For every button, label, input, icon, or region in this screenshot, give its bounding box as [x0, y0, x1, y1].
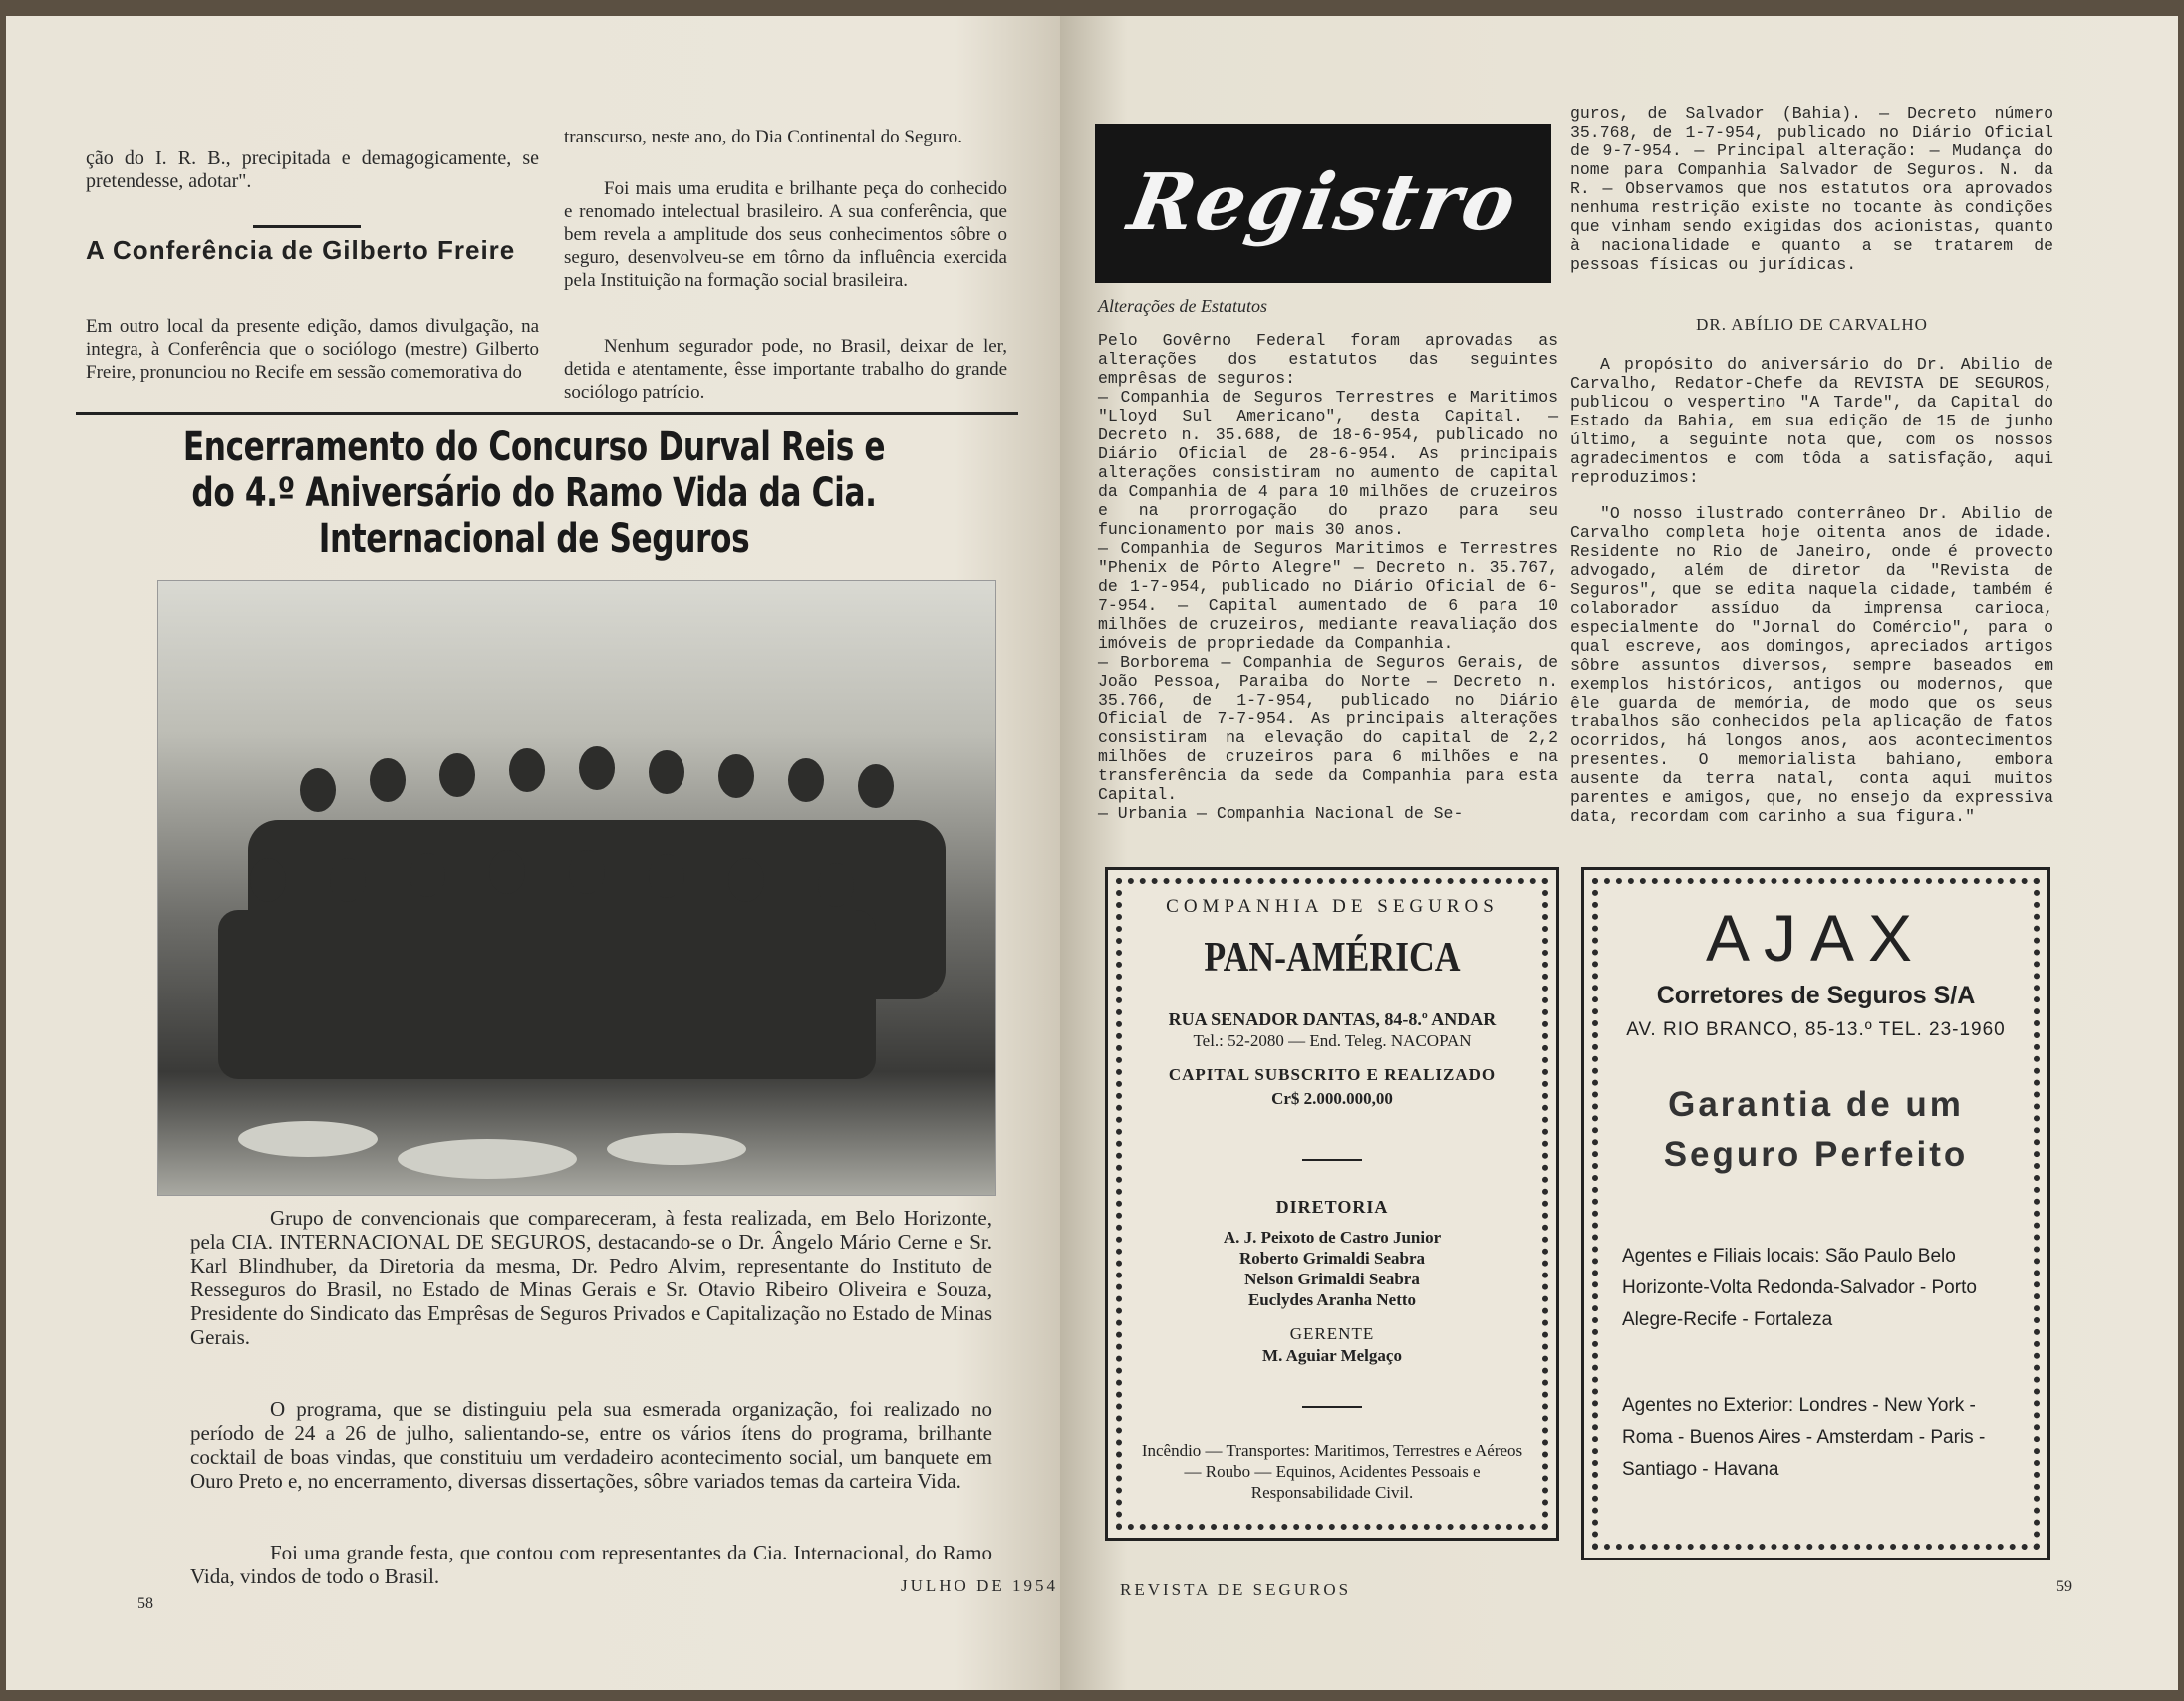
caption-paragraph3: Foi uma grande festa, que contou com representantes da Cia. Internacional, do Ramo Vida, vindos de todo o Brasil. [190, 1541, 992, 1588]
ad-panamerica-divider2 [1302, 1406, 1362, 1408]
headline [36, 425, 1032, 562]
ad-ajax-subtitle: Corretores de Seguros S/A [1656, 982, 1976, 1009]
ad-ajax-address: AV. RIO BRANCO, 85-13.º TEL. 23-1960 [1626, 1019, 2006, 1040]
ad-panamerica [1105, 867, 1559, 1541]
ad-panamerica-name: PAN-AMÉRICA [1204, 935, 1461, 981]
caption-paragraph1: Grupo de convencionais que compareceram, à festa realizada, em Belo Horizonte, pela CIA. INTERNACIONAL DE SEGUROS, destacando-se o Dr. Ângelo Mário Cerne e Sr. Karl Blindhuber, da Diretoria da mesma, Dr. Pedro Alvim, representante do Instituto de Resseguros do Brasil, no Estado de Minas Gerais e Sr. Otavio Ribeiro Oliveira e Souza, Presidente do Sindicato das Emprêsas de Seguros Privados e Capitalização no Estado de Minas Gerais. [190, 1206, 992, 1349]
column2-paragraph3: Nenhum segurador pode, no Brasil, deixar de ler, detida e atentamente, êsse importante trabalho do grande sociólogo patrício. [564, 336, 1007, 403]
ad-panamerica-capital-label: CAPITAL SUBSCRITO E REALIZADO [1168, 1065, 1497, 1084]
intro-fragment: ção do I. R. B., precipitada e demagogicamente, se pretendesse, adotar". [86, 147, 539, 192]
column2-top-text: guros, de Salvador (Bahia). — Decreto número 35.768, de 1-7-954, publicado no Diário Oficial de 9-7-954. — Principal alteração: — Mudança do nome para Companhia Salvador de Seguros. N. da R. — Observamos que nos estatutos ora aprovados nenhuma restrição existe no tocante às condições que vinham sendo exigidas dos acionistas, quanto à nacionalidade e quanto a se tratarem de pessoas físicas ou jurídicas. [1570, 104, 2053, 274]
footer-magazine: REVISTA DE SEGUROS [1120, 1580, 1352, 1599]
alteracoes-heading: Alterações de Estatutos [1098, 296, 1267, 316]
ad-panamerica-capital-value: Cr$ 2.000.000,00 [1271, 1089, 1393, 1108]
headline-line2: do 4.º Aniversário do Ramo Vida da Cia. [191, 470, 877, 516]
page-number-right: 59 [2056, 1578, 2072, 1595]
abilio-heading: DR. ABÍLIO DE CARVALHO [1696, 315, 1928, 334]
registro-banner [1095, 124, 1551, 283]
ad-ajax-slogan-line1: Garantia de um [1668, 1085, 1964, 1124]
ad-ajax-agents-label: Agentes e Filiais locais: [1622, 1246, 1820, 1267]
ad-panamerica-board-label: DIRETORIA [1275, 1197, 1389, 1217]
ad-panamerica-manager: M. Aguiar Melgaço [1262, 1346, 1402, 1365]
ad-panamerica-manager-label: GERENTE [1289, 1324, 1375, 1343]
group-photograph [157, 580, 996, 1196]
ad-ajax-abroad-label: Agentes no Exterior: [1622, 1395, 1794, 1416]
footer-date: JULHO DE 1954 [901, 1576, 1058, 1595]
column2-paragraph1: transcurso, neste ano, do Dia Continental do Seguro. [564, 127, 962, 147]
page-number-left: 58 [137, 1595, 153, 1612]
ad-ajax-slogan-line2: Seguro Perfeito [1663, 1135, 1969, 1174]
conference-heading: A Conferência de Gilberto Freire [86, 235, 516, 265]
ad-panamerica-board-member: Roberto Grimaldi Seabra [1238, 1249, 1426, 1268]
ad-panamerica-company-label: COMPANHIA DE SEGUROS [1166, 896, 1499, 917]
group-photograph-figures [158, 581, 995, 1195]
ad-panamerica-board-member: A. J. Peixoto de Castro Junior [1223, 1228, 1442, 1247]
ad-panamerica-address: RUA SENADOR DANTAS, 84-8.º ANDAR [1168, 1009, 1497, 1029]
ad-panamerica-phone: Tel.: 52-2080 — End. Teleg. NACOPAN [1193, 1031, 1472, 1050]
ad-ajax [1581, 867, 2050, 1560]
ad-panamerica-board-member: Euclydes Aranha Netto [1247, 1290, 1417, 1309]
ad-panamerica-board-member: Nelson Grimaldi Seabra [1244, 1270, 1420, 1288]
conference-paragraph: Em outro local da presente edição, damos divulgação, na integra, à Conferência que o sociólogo (mestre) Gilberto Freire, pronunciou no Recife em sessão comemorativa do [86, 316, 539, 383]
right-page [1060, 16, 2178, 1690]
caption-paragraph2: O programa, que se distinguiu pela sua esmerada organização, foi realizado no período de 24 a 26 de julho, salientando-se, entre os vários ítens do programa, brilhante cocktail de boas vindas, que constituiu um verdadeiro acontecimento social, um banquete em Ouro Preto e, no encerramento, diversas dissertações, sôbre variados temas da carteira Vida. [190, 1397, 992, 1493]
ad-panamerica-divider1 [1302, 1159, 1362, 1161]
headline-top-rule [76, 412, 1018, 415]
ad-ajax-agents [1622, 1241, 2011, 1336]
ad-ajax-abroad [1622, 1390, 2011, 1486]
headline-line3: Internacional de Seguros [318, 516, 750, 562]
left-page [6, 16, 1060, 1690]
registro-banner-title: Registro [1122, 157, 1524, 248]
ad-panamerica-lines: Incêndio — Transportes: Maritimos, Terrestres e Aéreos — Roubo — Equinos, Acidentes Pessoais e Responsabilidade Civil. [1141, 1441, 1523, 1502]
ad-ajax-abroad-list: Londres - New York - Roma - Buenos Aires - Amsterdam - Paris - Santiago - Havana [1622, 1395, 1986, 1480]
abilio-quote: "O nosso ilustrado conterrâneo Dr. Abilio de Carvalho completa hoje oitenta anos de idade. Residente no Rio de Janeiro, onde é provecto advogado, além de diretor da "Revista de Seguros", que se edita naquela cidade, também é colaborador assíduo da imprensa carioca, especialmente do "Jornal do Comércio", para o qual escreve, aos domingos, apreciados artigos sôbre assuntos diversos, sempre baseados em exemplos históricos, antigos ou modernos, que êle guarda de memória, de modo que os seus trabalhos são conhecidos pela aplicação de fatos ocorridos, há longos anos, aos acontecimentos presentes. O memorialista bahiano, embora ausente da terra natal, conta aqui muitos parentes e amigos, que, no ensejo da expressiva data, recordam com carinho a sua figura." [1570, 504, 2053, 826]
ad-ajax-agents-list: São Paulo Belo Horizonte-Volta Redonda-Salvador - Porto Alegre-Recife - Fortaleza [1622, 1246, 1977, 1330]
abilio-paragraph1: A propósito do aniversário do Dr. Abilio de Carvalho, Redator-Chefe da REVISTA DE SEGUROS, publicou o vespertino "A Tarde", da Capital do Estado da Bahia, em sua edição de 15 de junho último, a seguinte nota que, com os nossos agradecimentos e com tôda a satisfação, aqui reproduzimos: [1570, 355, 2053, 487]
headline-line1: Encerramento do Concurso Durval Reis e [182, 425, 886, 470]
column2-paragraph2: Foi mais uma erudita e brilhante peça do conhecido e renomado intelectual brasileiro. A sua conferência, que bem revela a amplitude dos seus conhecimentos sôbre o seguro, desenvolveu-se em tôrno da influência exercida pela Instituição na formação social brasileira. [564, 178, 1007, 291]
ad-panamerica-board [1128, 1227, 1536, 1310]
ad-ajax-name: AJAX [1705, 901, 1927, 975]
registro-text: Pelo Govêrno Federal foram aprovadas as alterações dos estatutos das seguintes emprêsas de seguros: — Companhia de Seguros Terrestres e Maritimos "Lloyd Sul Americano", desta Capital. — Decreto n. 35.688, de 18-6-954, publicado no Diário Oficial de 28-6-954. As principais alterações consistiram no aumento de capital da Companhia de 4 para 10 milhões de cruzeiros e na prorrogação do prazo para seu funcionamento por mais 30 anos. — Companhia de Seguros Maritimos e Terrestres "Phenix de Pôrto Alegre" — Decreto n. 35.767, de 1-7-954, publicado no Diário Oficial de 6-7-954. — Capital aumentado de 6 para 10 milhões de cruzeiros, mediante reavaliação dos imóveis de propriedade da Companhia. — Borborema — Companhia de Seguros Gerais, de João Pessoa, Paraiba do Norte — Decreto n. 35.766, de 1-7-954, publicado no Diário Oficial de 7-7-954. As principais alterações consistiram na elevação do capital de 2,2 milhões de cruzeiros para 6 milhões e na transferência da sede da Companhia para esta Capital. — Urbania — Companhia Nacional de Se- [1098, 331, 1558, 823]
section-divider [253, 225, 361, 228]
